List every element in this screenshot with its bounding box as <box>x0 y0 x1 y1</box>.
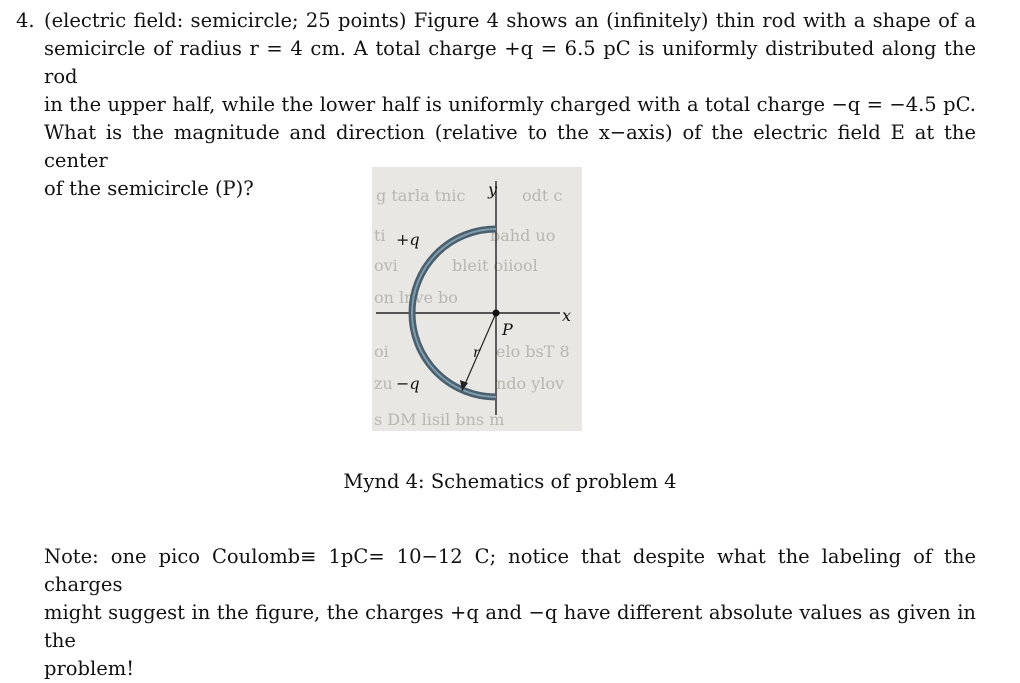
radius-label: r <box>473 345 480 361</box>
background-text: ndo ylov <box>496 374 565 393</box>
problem-line-3: in the upper half, while the lower half is uniformly charged with a total charge −q = −4.5 pC. <box>44 93 976 116</box>
x-axis-label: x <box>562 306 572 325</box>
background-text: ovi <box>374 256 398 275</box>
note-line-1: Note: one pico Coulomb≡ 1pC= 10−12 C; notice that despite what the labeling of the charges <box>44 545 976 596</box>
background-text: s DM lisil bns m <box>374 410 505 429</box>
note-line-2: might suggest in the figure, the charges +q and −q have different absolute values as given in the <box>44 601 976 652</box>
semicircle-figure <box>372 167 582 431</box>
figure-caption: Mynd 4: Schematics of problem 4 <box>343 470 677 493</box>
background-text: zu <box>374 374 393 393</box>
note-line-3: problem! <box>44 657 135 680</box>
background-text: ti <box>374 226 386 245</box>
problem-line-2: semicircle of radius r = 4 cm. A total charge +q = 6.5 pC is uniformly distributed along the rod <box>44 37 976 88</box>
background-text: g tarla tnic <box>376 186 466 205</box>
background-text: bahd uo <box>490 226 556 245</box>
problem-line-1: (electric field: semicircle; 25 points) Figure 4 shows an (infinitely) thin rod with a shape of a <box>44 9 976 32</box>
y-axis-label: y <box>488 180 498 199</box>
figure-svg <box>372 167 582 431</box>
problem-line-4: What is the magnitude and direction (relative to the x−axis) of the electric field E at the center <box>44 121 976 172</box>
note <box>44 543 976 683</box>
problem-line-5: of the semicircle (P)? <box>44 177 254 200</box>
background-text: on lnve bo <box>374 288 458 307</box>
background-text: elo bsT 8 <box>496 342 570 361</box>
plus-charge-label: +q <box>396 230 420 249</box>
minus-charge-label: −q <box>396 374 420 393</box>
background-text: odt c <box>522 186 563 205</box>
background-text: oi <box>374 342 389 361</box>
background-text: bleit oiiool <box>452 256 538 275</box>
point-label: P <box>502 320 513 339</box>
problem-number: 4. <box>16 9 35 32</box>
center-point <box>493 310 500 317</box>
